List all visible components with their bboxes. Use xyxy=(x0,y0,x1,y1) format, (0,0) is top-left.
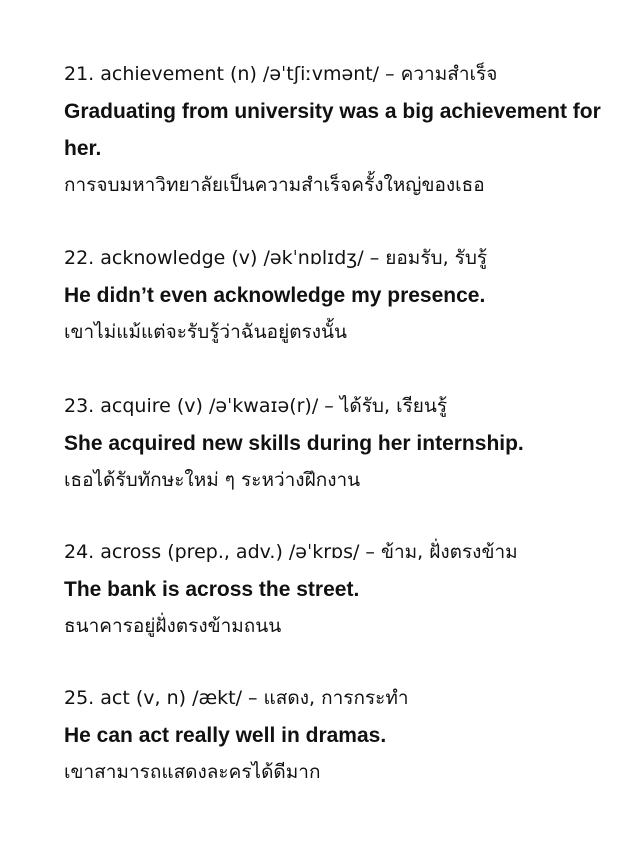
thai-translation: ธนาคารอยู่ฝั่งตรงข้ามถนน xyxy=(64,615,282,637)
headword-line: 25. act (v, n) /ækt/ – แสดง, การกระทำ xyxy=(64,687,409,709)
example-sentence: She acquired new skills during her internship. xyxy=(64,432,524,455)
vocab-entry-24 xyxy=(64,534,624,645)
vocab-entry-23 xyxy=(64,388,624,499)
vocab-entry-22 xyxy=(64,240,624,351)
headword-line: 23. acquire (v) /əˈkwaɪə(r)/ – ได้รับ, เรียนรู้ xyxy=(64,395,448,417)
vocab-entry-21 xyxy=(64,56,624,204)
thai-translation: เขาไม่แม้แต่จะรับรู้ว่าฉันอยู่ตรงนั้น xyxy=(64,321,348,343)
thai-translation: เขาสามารถแสดงละครได้ดีมาก xyxy=(64,761,321,783)
example-sentence: He didn’t even acknowledge my presence. xyxy=(64,284,486,307)
headword-line: 22. acknowledge (v) /əkˈnɒlɪdʒ/ – ยอมรับ, รับรู้ xyxy=(64,247,488,269)
thai-translation: เธอได้รับทักษะใหม่ ๆ ระหว่างฝึกงาน xyxy=(64,469,361,491)
headword-line: 21. achievement (n) /əˈtʃiːvmənt/ – ความสำเร็จ xyxy=(64,63,498,85)
thai-translation: การจบมหาวิทยาลัยเป็นความสำเร็จครั้งใหญ่ของเธอ xyxy=(64,174,485,196)
headword-line: 24. across (prep., adv.) /əˈkrɒs/ – ข้าม, ฝั่งตรงข้าม xyxy=(64,541,518,563)
example-sentence: He can act really well in dramas. xyxy=(64,724,387,747)
example-sentence: Graduating from university was a big achievement for her. xyxy=(64,100,601,160)
vocab-entry-25 xyxy=(64,680,624,791)
example-sentence: The bank is across the street. xyxy=(64,578,360,601)
